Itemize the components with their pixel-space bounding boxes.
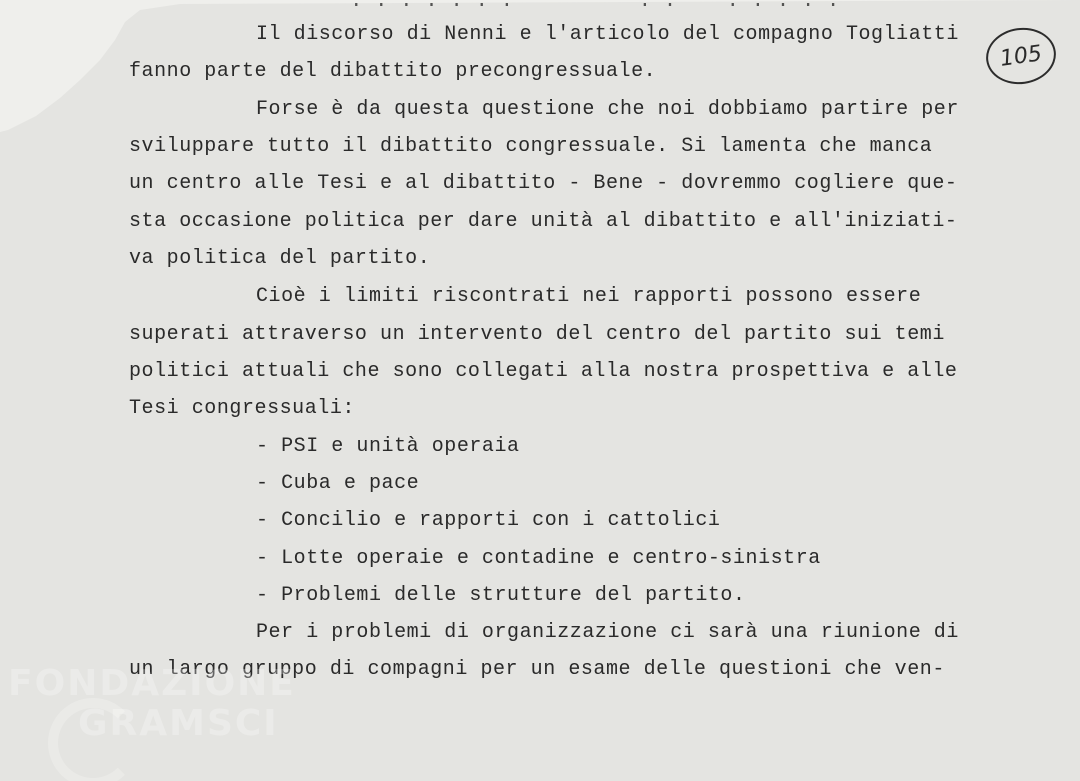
list-item-1: - PSI e unità operaia: [256, 435, 520, 458]
list-item-5: - Problemi delle strutture del partito.: [256, 584, 746, 607]
watermark-line-2: GRAMSCI: [78, 703, 279, 744]
text-line-7: va politica del partito.: [129, 247, 431, 270]
list-item-2: - Cuba e pace: [256, 472, 420, 495]
text-line-3: Forse è da questa questione che noi dobbiamo partire per: [256, 98, 959, 121]
list-item-3: - Concilio e rapporti con i cattolici: [256, 509, 721, 532]
text-line-5: un centro alle Tesi e al dibattito - Bene - dovremmo cogliere que-: [129, 172, 958, 195]
text-line-8: Cioè i limiti riscontrati nei rapporti possono essere: [256, 285, 922, 308]
text-line-10: politici attuali che sono collegati alla nostra prospettiva e alle: [129, 360, 958, 383]
cut-off-top-line: . . . . . . . . . . . . . .: [300, 0, 840, 13]
text-line-12: Per i problemi di organizzazione ci sarà una riunione di: [256, 621, 959, 644]
text-line-9: superati attraverso un intervento del centro del partito sui temi: [129, 323, 945, 346]
text-line-6: sta occasione politica per dare unità al dibattito e all'iniziati-: [129, 210, 958, 233]
watermark-line-1: FONDAZIONE: [8, 663, 296, 704]
text-line-1: Il discorso di Nenni e l'articolo del compagno Togliatti: [256, 23, 959, 46]
list-item-4: - Lotte operaie e contadine e centro-sinistra: [256, 547, 821, 570]
text-line-13: un largo gruppo di compagni per un esame delle questioni che ven-: [129, 658, 945, 681]
page-number: 105: [998, 40, 1044, 72]
text-line-2: fanno parte del dibattito precongressuale.: [129, 60, 657, 83]
fondazione-gramsci-watermark: [8, 662, 296, 744]
text-line-11: Tesi congressuali:: [129, 397, 355, 420]
text-line-4: sviluppare tutto il dibattito congressuale. Si lamenta che manca: [129, 135, 933, 158]
